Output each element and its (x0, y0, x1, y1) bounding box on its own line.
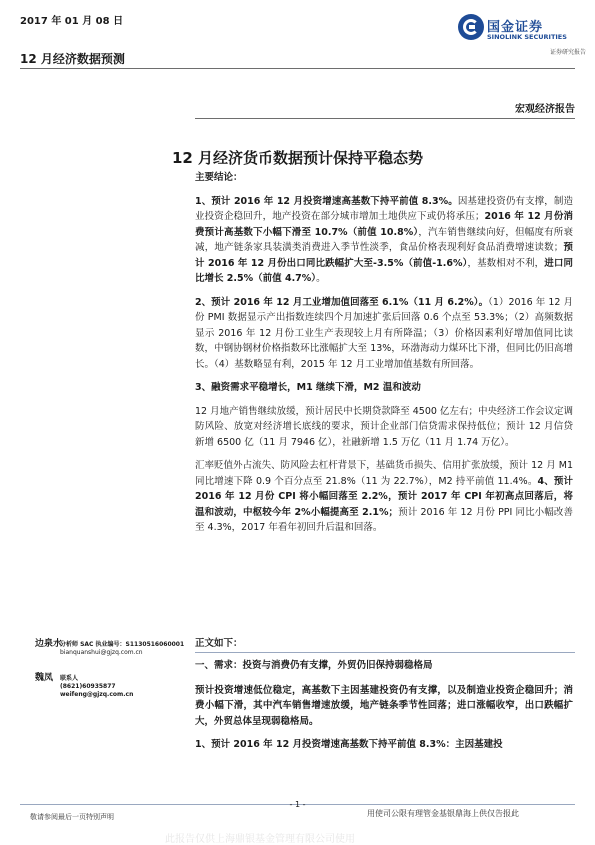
analyst-sac: 分析师 SAC 执业编号：S1130516060001 (60, 641, 185, 648)
report-category: 宏观经济报告 (515, 104, 575, 115)
disclaimer-note: 敬请参阅最后一页特别声明 (30, 813, 114, 821)
summary-item-3-heading: 3、融资需求平稳增长，M1 继续下滑，M2 温和波动 (195, 382, 421, 393)
body-heading: 正文如下： (195, 638, 243, 649)
usage-note: 用使司公限有理管金基银鼎海上供仅告报此 (367, 809, 519, 818)
analyst-name: 边泉水 (35, 639, 63, 649)
logo-mark-icon (458, 14, 484, 40)
analyst-email[interactable]: weifeng@gjzq.com.cn (60, 691, 134, 698)
section-1-summary: 预计投资增速低位稳定，高基数下主因基建投资仍有支撑，以及制造业投资企稳回升；消费小幅下滑，其中汽车销售增速放缓，地产链条季节性回落；进口涨幅收窄，出口跌幅扩大，外贸总体呈现弱稳格局。 (195, 684, 573, 727)
summary-item-1: 1、预计 2016 年 12 月投资增速高基数下持平前值 8.3%。因基建投资仍有支撑，制造业投资企稳回升，地产投资在部分城市增加土地供应下或仍将承压；2016 年 12 月份消费预计高基数下小幅下滑至 10.7%（前值 10.8%），汽车销售继续向好，但幅度有所衰减，地产链条家具装潢类消费进入季节性淡季，食品价格表现利好食品消费增速读数；预计 2016 年 12 月份出口同比跌幅扩大至-3.5%（前值-1.6%），基数相对不利，进口同比增长 2.5%（前值 4.7%）。 (195, 195, 573, 284)
analyst-email[interactable]: bianquanshui@gjzq.com.cn (60, 649, 143, 656)
analyst-phone: (8621)60935877 (60, 683, 116, 690)
logo-tagline: 证券研究报告 (549, 49, 586, 56)
analyst-name: 魏凤 (35, 673, 54, 683)
body-divider (195, 652, 575, 653)
logo-name-cn: 国金证券 (487, 20, 544, 35)
section-1-title: 一、需求：投资与消费仍有支撑，外贸仍旧保持弱稳格局 (195, 660, 433, 671)
section-1-item-1: 1、预计 2016 年 12 月投资增速高基数下持平前值 8.3%：主因基建投 (195, 739, 503, 750)
body-section (195, 636, 573, 652)
header-divider (20, 68, 575, 69)
category-divider (195, 118, 575, 119)
company-logo (458, 14, 588, 64)
report-subtitle: 12 月经济数据预测 (20, 52, 125, 66)
summary-section (195, 170, 573, 536)
logo-name-en: SINOLINK SECURITIES (487, 33, 567, 41)
report-date: 2017 年 01 月 08 日 (20, 16, 124, 27)
report-title: 12 月经济货币数据预计保持平稳态势 (171, 149, 424, 167)
body-content (195, 658, 573, 753)
analyst-role: 联系人 (60, 675, 79, 682)
summary-item-2: 2、预计 2016 年 12 月工业增加值回落至 6.1%（11 月 6.2%）。（1）2016 年 12 月份 PMI 数据显示产出指数连续四个月加速扩张后回落 0.6 个点至 53.3%；（2）高频数据显示 2016 年 12 月份工业生产表现较上月有所降温；（3）价格因素利好增加值同比读数，中钢协钢材价格指数环比涨幅扩大至 13%，环渤海动力煤环比下滑，但同比仍旧高增长。（4）基数略显有利，2015 年 12 月工业增加值基数有所回落。 (195, 296, 573, 370)
summary-item-3-para-2: 汇率贬值外占流失、防风险去杠杆背景下，基础货币损失、信用扩张放缓，预计 12 月 M1 同比增速下降 0.9 个百分点至 21.8%（11 为 22.7%），M2 持平前值 11.4%。4、预计 2016 年 12 月份 CPI 将小幅回落至 2.2%，预计 2017 年 CPI 年初高点回落后，将温和波动，中枢较今年 2%小幅提高至 2.1%；预计 2016 年 12 月份 PPI 同比小幅改善至 4.3%，2017 年看年初回升后温和回落。 (195, 460, 573, 533)
summary-heading: 主要结论： (195, 172, 243, 183)
page-number: - 1 - (289, 800, 306, 809)
summary-item-3-para-1: 12 月地产销售继续放缓，预计居民中长期贷款降至 4500 亿左右；中央经济工作会议定调防风险、放宽对经济增长底线的要求，预计企业部门信贷需求保持低位；预计 12 月信贷新增 6500 亿（11 月 7946 亿），社融新增 1.5 万亿（11 月 1.74 万亿）。 (195, 405, 573, 448)
watermark: 此报告仅供上海鼎银基金管理有限公司使用 (165, 834, 355, 845)
